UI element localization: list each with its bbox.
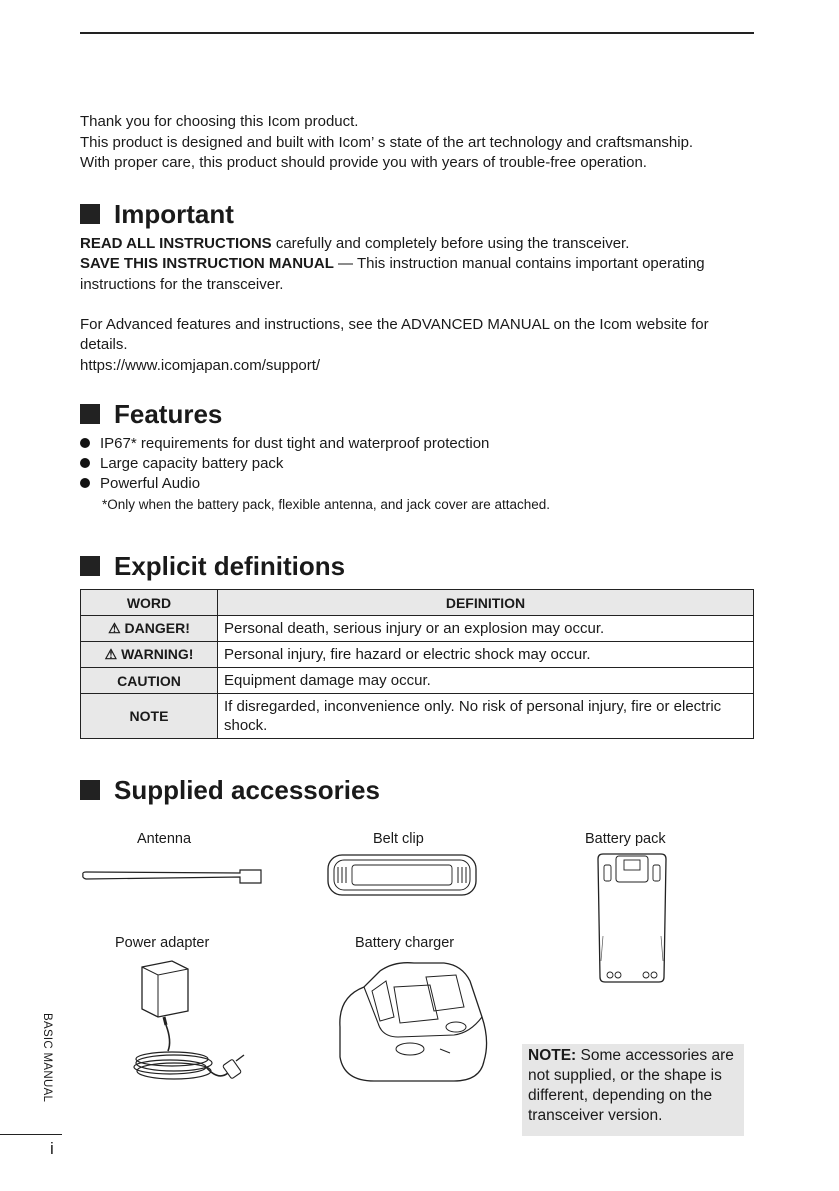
battery-pack-label: Battery pack: [585, 831, 666, 847]
page-number-rule: [0, 1134, 62, 1135]
warning-triangle-icon: ⚠: [104, 646, 118, 662]
antenna-label: Antenna: [137, 831, 192, 847]
bullet-icon: [80, 458, 90, 468]
table-header-row: [81, 590, 754, 616]
power-adapter-label: Power adapter: [115, 935, 210, 951]
definitions-table: [80, 589, 754, 739]
col-word-header: WORD: [81, 590, 218, 616]
list-item: IP67* requirements for dust tight and waterproof protection: [80, 434, 550, 454]
save-manual-bold: SAVE THIS INSTRUCTION MANUAL: [80, 255, 334, 273]
square-bullet-icon: [80, 780, 100, 800]
advanced-manual-text: For Advanced features and instructions, see the ADVANCED MANUAL on the Icom website for details. https://www.icomjapan.com/support/: [80, 316, 709, 374]
intro-text: [80, 112, 693, 174]
accessories-heading: Supplied accessories: [80, 775, 380, 805]
intro-line: This product is designed and built with Icom’ s state of the art technology and craftsmanship.: [80, 133, 694, 151]
important-text: READ ALL INSTRUCTIONS carefully and completely before using the transceiver. SAVE THIS INSTRUCTION MANUAL — This instruction manual contains important operating instructions for the transceiver.: [80, 235, 705, 293]
side-section-label: BASIC MANUAL: [41, 1013, 53, 1103]
battery-charger-label: Battery charger: [355, 935, 455, 951]
intro-line: Thank you for choosing this Icom product.: [80, 113, 359, 130]
table-row: CAUTION Equipment damage may occur.: [81, 668, 754, 694]
important-heading: Important: [80, 199, 234, 229]
list-item: Powerful Audio: [80, 474, 550, 494]
col-definition-header: DEFINITION: [218, 590, 754, 616]
battery-pack-image: [592, 851, 672, 985]
square-bullet-icon: [80, 404, 100, 424]
warning-triangle-icon: ⚠: [108, 620, 121, 636]
bullet-icon: [80, 438, 90, 448]
antenna-image: [80, 862, 264, 886]
definitions-heading: Explicit definitions: [80, 551, 345, 581]
table-row: ⚠ WARNING! Personal injury, fire hazard or electric shock may occur.: [81, 642, 754, 668]
page-number: i: [50, 1139, 54, 1158]
top-rule: [80, 32, 754, 34]
accessories-note: NOTE: Some accessories are not supplied, or the shape is different, depending on the transceiver version.: [522, 1044, 744, 1136]
table-row: NOTE If disregarded, inconvenience only. No risk of personal injury, fire or electric shock.: [81, 694, 754, 739]
battery-charger-image: [334, 957, 494, 1087]
belt-clip-image: [326, 852, 478, 898]
power-adapter-image: [128, 955, 246, 1093]
belt-clip-label: Belt clip: [373, 831, 424, 847]
features-list: [80, 434, 550, 515]
square-bullet-icon: [80, 556, 100, 576]
features-heading: Features: [80, 399, 222, 429]
note-label: NOTE:: [528, 1047, 577, 1064]
square-bullet-icon: [80, 204, 100, 224]
read-instructions-bold: READ ALL INSTRUCTIONS: [80, 235, 272, 252]
features-footnote: *Only when the battery pack, flexible antenna, and jack cover are attached.: [102, 497, 551, 512]
support-url: https://www.icomjapan.com/support/: [80, 356, 321, 374]
intro-line: With proper care, this product should provide you with years of trouble-free operation.: [80, 154, 647, 171]
table-row: ⚠ DANGER! Personal death, serious injury or an explosion may occur.: [81, 616, 754, 642]
list-item: Large capacity battery pack: [80, 454, 550, 474]
bullet-icon: [80, 478, 90, 488]
